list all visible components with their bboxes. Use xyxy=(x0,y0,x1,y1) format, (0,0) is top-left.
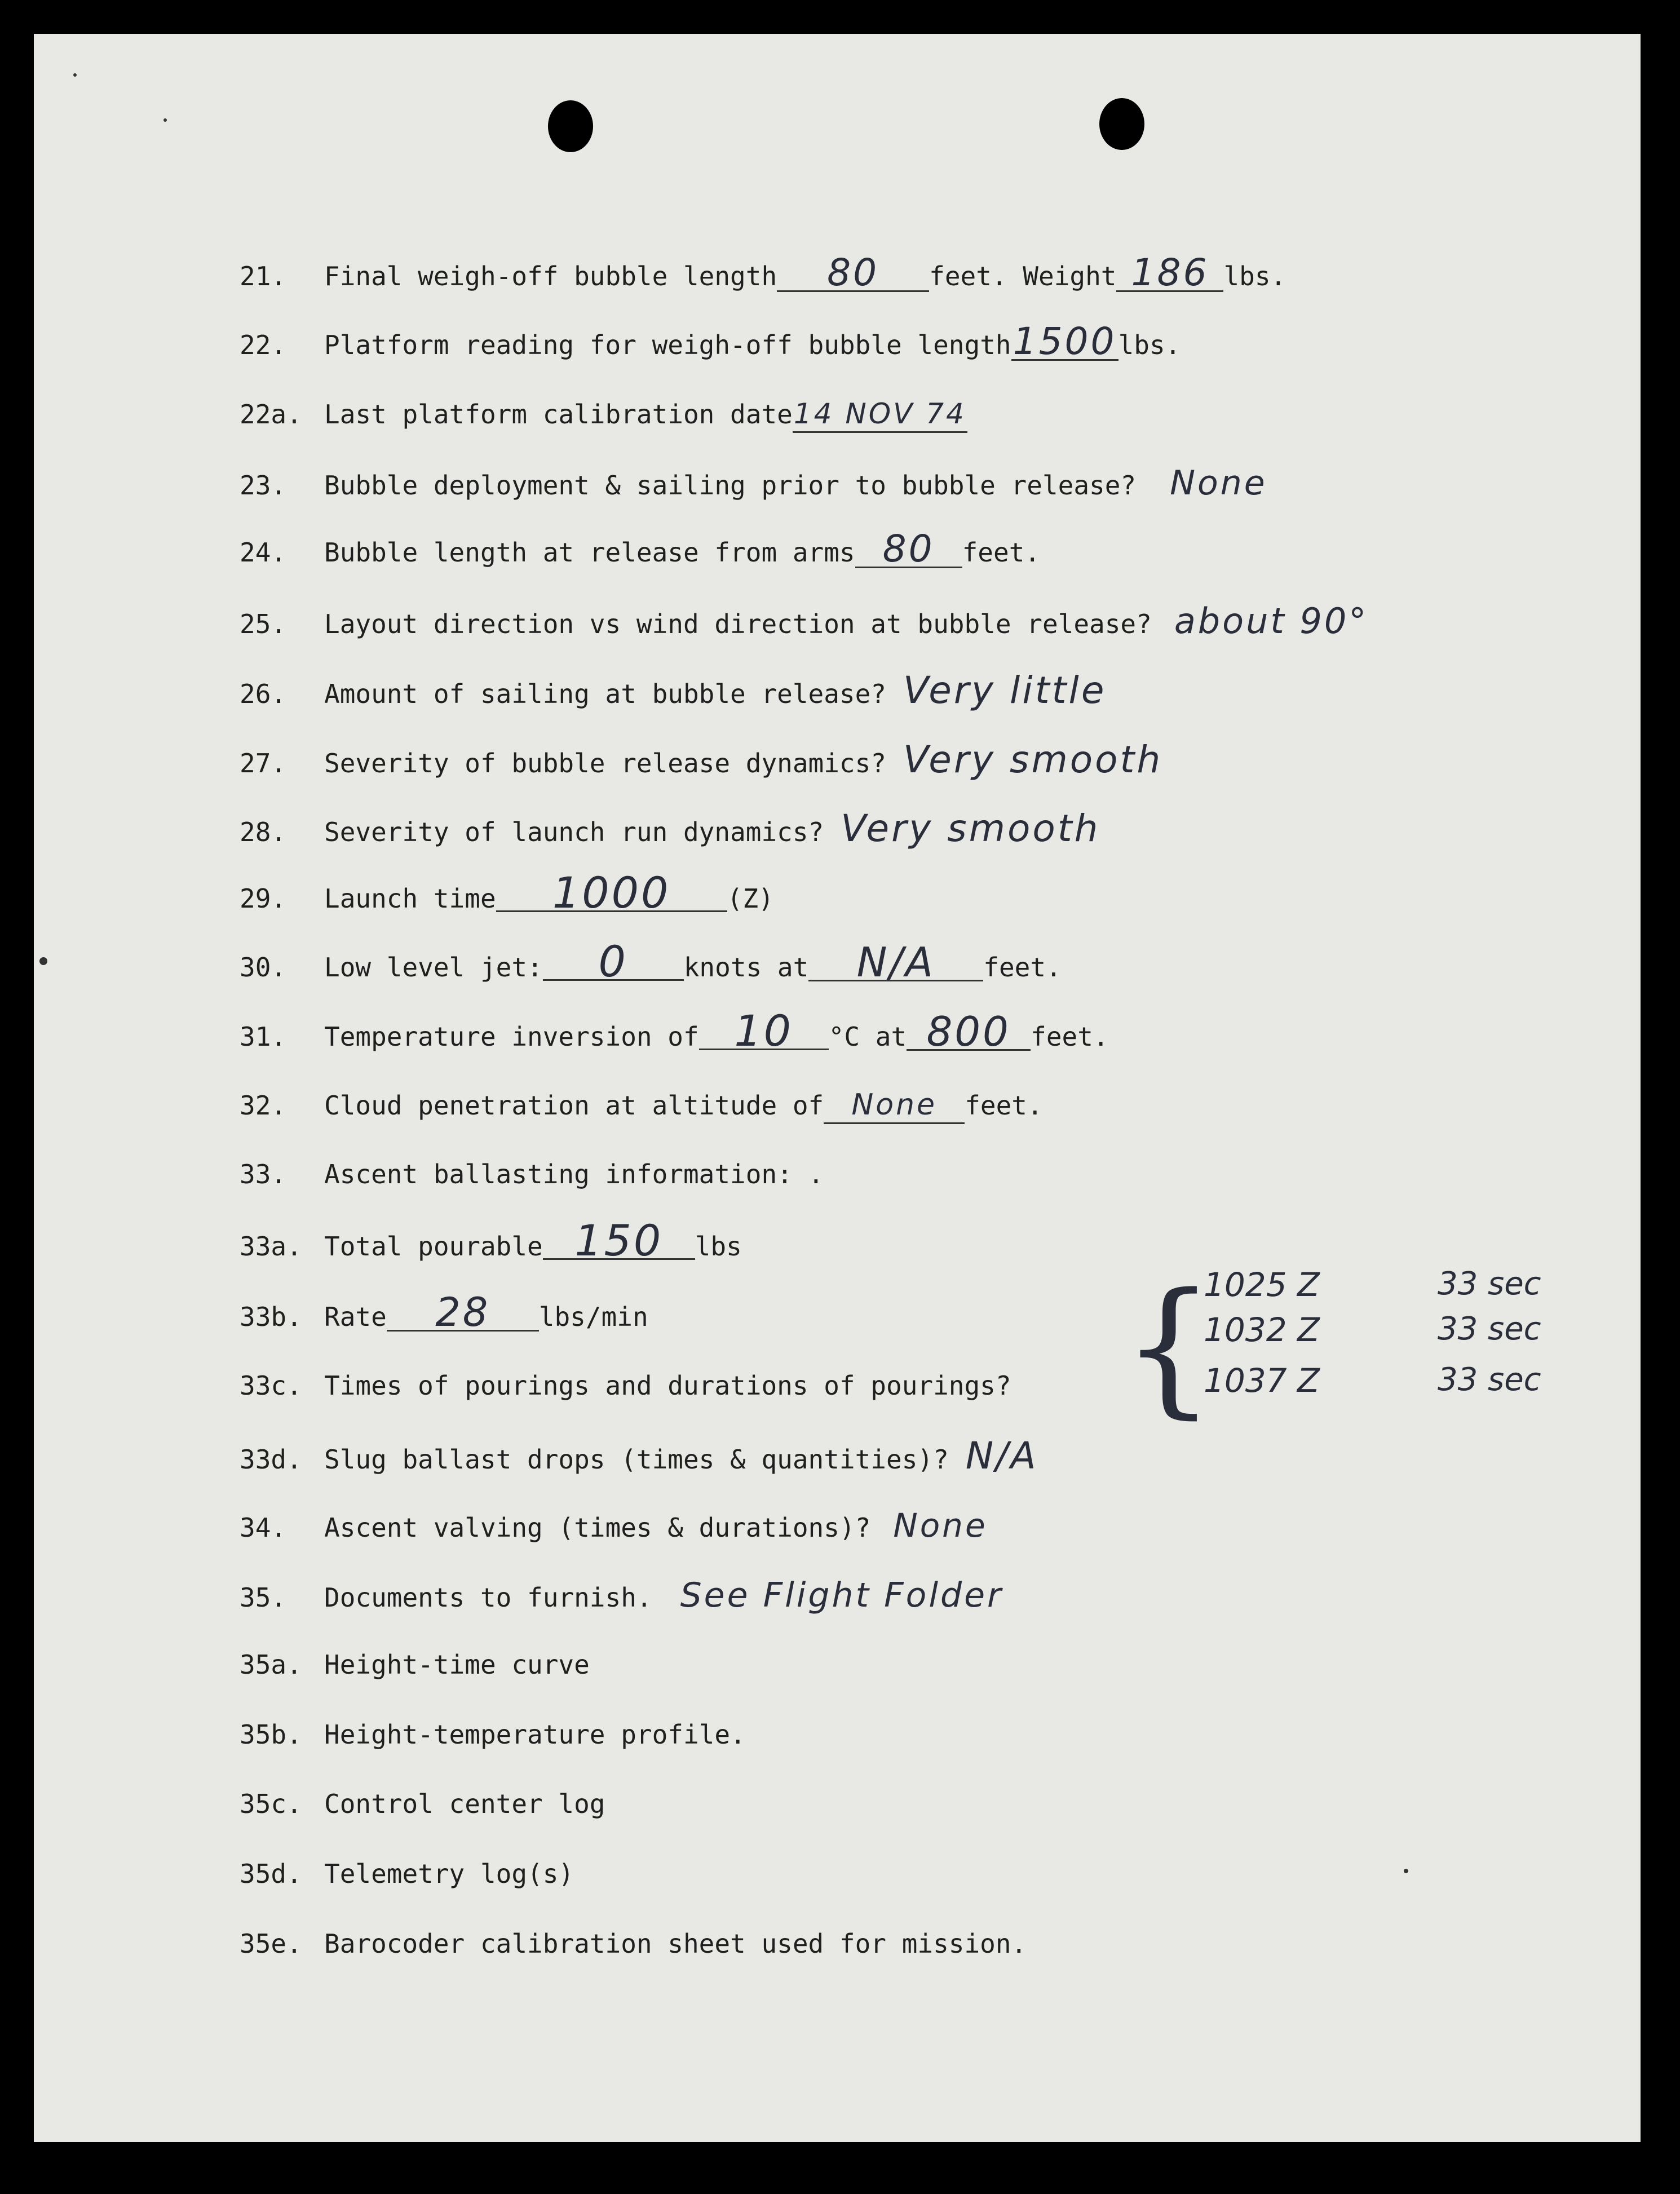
pouring-duration-2: 33 sec xyxy=(1438,1311,1541,1347)
jet-altitude-value: N/A xyxy=(808,945,983,981)
item-35: 35. Documents to furnish. See Flight Folder xyxy=(240,1576,1003,1615)
weight-value: 186 xyxy=(1116,255,1223,292)
pouring-duration-3: 33 sec xyxy=(1438,1361,1541,1398)
launch-dynamics-answer: Very smooth xyxy=(841,807,1100,850)
item-33b: 33b. Rate 28 lbs/min xyxy=(240,1289,648,1335)
item-25: 25. Layout direction vs wind direction at bubble release? about 90° xyxy=(240,600,1369,642)
scan-speck xyxy=(1404,1869,1408,1873)
document-page xyxy=(34,34,1641,2142)
item-35a: 35a. Height-time curve xyxy=(240,1649,590,1680)
item-33: 33. Ascent ballasting information: . xyxy=(240,1159,824,1189)
launch-time-value: 1000 xyxy=(496,875,727,912)
inversion-altitude-value: 800 xyxy=(907,1014,1031,1051)
item-33d: 33d. Slug ballast drops (times & quantities)? N/A xyxy=(240,1434,1038,1478)
pouring-duration-1: 33 sec xyxy=(1438,1266,1541,1302)
brace-symbol: { xyxy=(1122,1262,1215,1432)
item-22: 22. Platform reading for weigh-off bubble length1500lbs. xyxy=(240,320,1181,363)
item-35c: 35c. Control center log xyxy=(240,1789,605,1819)
item-33c: 33c. Times of pourings and durations of pourings? xyxy=(240,1370,1011,1401)
layout-direction-answer: about 90° xyxy=(1174,600,1369,642)
cloud-penetration-value: None xyxy=(824,1087,965,1124)
documents-answer: See Flight Folder xyxy=(680,1576,1003,1615)
scan-speck xyxy=(39,957,47,965)
rate-value: 28 xyxy=(387,1295,539,1332)
pouring-time-3: 1037 Z xyxy=(1204,1361,1320,1400)
item-31: 31. Temperature inversion of 10 °C at 800 feet. xyxy=(240,1006,1109,1056)
item-32: 32. Cloud penetration at altitude of None feet. xyxy=(240,1083,1043,1128)
valving-answer: None xyxy=(893,1506,988,1545)
slug-ballast-answer: N/A xyxy=(965,1434,1038,1478)
pouring-time-1: 1025 Z xyxy=(1204,1266,1320,1304)
item-27: 27. Severity of bubble release dynamics? Very smooth xyxy=(240,738,1163,781)
scan-speck xyxy=(73,73,77,77)
release-length-value: 80 xyxy=(855,532,962,568)
platform-reading-value: 1500 xyxy=(1011,324,1118,361)
item-26: 26. Amount of sailing at bubble release? Very little xyxy=(240,669,1107,712)
item-22a: 22a. Last platform calibration date14 NOV 74 xyxy=(240,392,967,437)
item-29: 29. Launch time 1000 (Z) xyxy=(240,868,774,918)
bubble-length-value: 80 xyxy=(777,255,929,292)
item-35b: 35b. Height-temperature profile. xyxy=(240,1719,746,1750)
item-21: 21. Final weigh-off bubble length 80 feet. Weight 186 lbs. xyxy=(240,251,1286,294)
sailing-amount-answer: Very little xyxy=(903,669,1107,712)
scan-speck xyxy=(163,118,167,122)
item-24: 24. Bubble length at release from arms 80 feet. xyxy=(240,527,1041,570)
calibration-date-value: 14 NOV 74 xyxy=(793,396,967,433)
item-23: 23. Bubble deployment & sailing prior to bubble release? None xyxy=(240,463,1267,503)
deployment-answer: None xyxy=(1170,463,1267,503)
release-dynamics-answer: Very smooth xyxy=(903,738,1163,781)
item-30: 30. Low level jet: 0 knots at N/A feet. xyxy=(240,936,1062,987)
punch-hole-right xyxy=(1099,98,1144,150)
item-35e: 35e. Barocoder calibration sheet used for mission. xyxy=(240,1928,1027,1959)
low-level-jet-value: 0 xyxy=(543,944,684,981)
item-33a: 33a. Total pourable 150 lbs xyxy=(240,1215,742,1266)
item-34: 34. Ascent valving (times & durations)? None xyxy=(240,1506,988,1545)
item-35d: 35d. Telemetry log(s) xyxy=(240,1859,574,1889)
pouring-time-2: 1032 Z xyxy=(1204,1311,1320,1349)
total-pourable-value: 150 xyxy=(543,1223,695,1260)
item-28: 28. Severity of launch run dynamics? Very smooth xyxy=(240,807,1100,850)
inversion-value: 10 xyxy=(699,1014,829,1050)
punch-hole-left xyxy=(548,100,593,152)
